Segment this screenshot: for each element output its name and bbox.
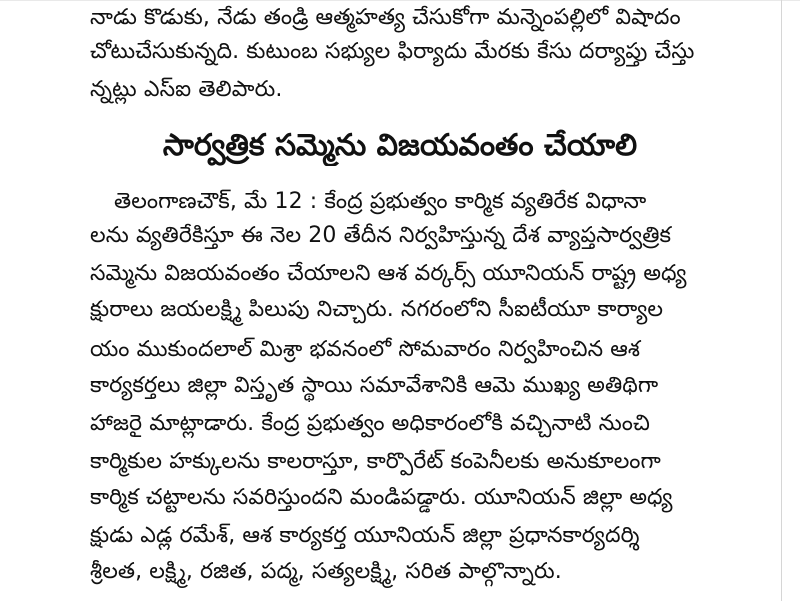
body-line-9: కార్మిక చట్టాలను సవరిస్తుందని మండిపడ్డారు. యూనియన్ జిల్లా అధ్య: [90, 485, 673, 510]
body-line-7: హాజరై మాట్లాడారు. కేంద్ర ప్రభుత్వం అధికారంలోకి వచ్చినాటి నుంచి: [90, 411, 650, 436]
body-line-5: యం ముకుందలాల్ మిశ్రా భవనంలో సోమవారం నిర్వహించిన ఆశ: [90, 337, 641, 362]
article-headline: సార్వత్రిక సమ్మెను విజయవంతం చేయాలి: [162, 128, 638, 163]
intro-line-3: న్నట్లు ఎస్ఐ తెలిపారు.: [90, 77, 283, 102]
body-line-1: తెలంగాణచౌక్, మే 12 : కేంద్ర ప్రభుత్వం కార్మిక వ్యతిరేక విధానా: [114, 189, 647, 214]
intro-line-2: చోటుచేసుకున్నది. కుటుంబ సభ్యుల ఫిర్యాదు మేరకు కేసు దర్యాప్తు చేస్తు: [90, 39, 695, 64]
body-line-10: క్షుడు ఎడ్ల రమేశ్, ఆశ కార్యకర్త యూనియన్ జిల్లా ప్రధానకార్యదర్శి: [90, 523, 640, 548]
body-line-8: కార్మికుల హక్కులను కాలరాస్తూ, కార్పొరేట్ కంపెనీలకు అనుకూలంగా: [90, 449, 661, 474]
top-rule: [0, 0, 800, 1]
body-line-6: కార్యకర్తలు జిల్లా విస్తృత స్థాయి సమావేశానికి ఆమె ముఖ్య అతిథిగా: [90, 373, 659, 398]
intro-line-1: నాడు కొడుకు, నేడు తండ్రి ఆత్మహత్య చేసుకోగా మన్నెంపల్లిలో విషాదం: [90, 5, 681, 30]
body-line-2: లను వ్యతిరేకిస్తూ ఈ నెల 20 తేదీన నిర్వహిస్తున్న దేశ వ్యాప్తసార్వత్రిక: [90, 223, 672, 248]
body-line-11: శ్రీలత, లక్ష్మి, రజిత, పద్మ, సత్యలక్ష్మి, సరిత పాల్గొన్నారు.: [90, 559, 562, 584]
body-line-4: క్షురాలు జయలక్ష్మి పిలుపు నిచ్చారు. నగరంలోని సీఐటీయూ కార్యాల: [90, 297, 664, 322]
body-line-3: సమ్మెను విజయవంతం చేయాలని ఆశ వర్కర్స్ యూనియన్ రాష్ట్ర అధ్య: [90, 261, 687, 286]
